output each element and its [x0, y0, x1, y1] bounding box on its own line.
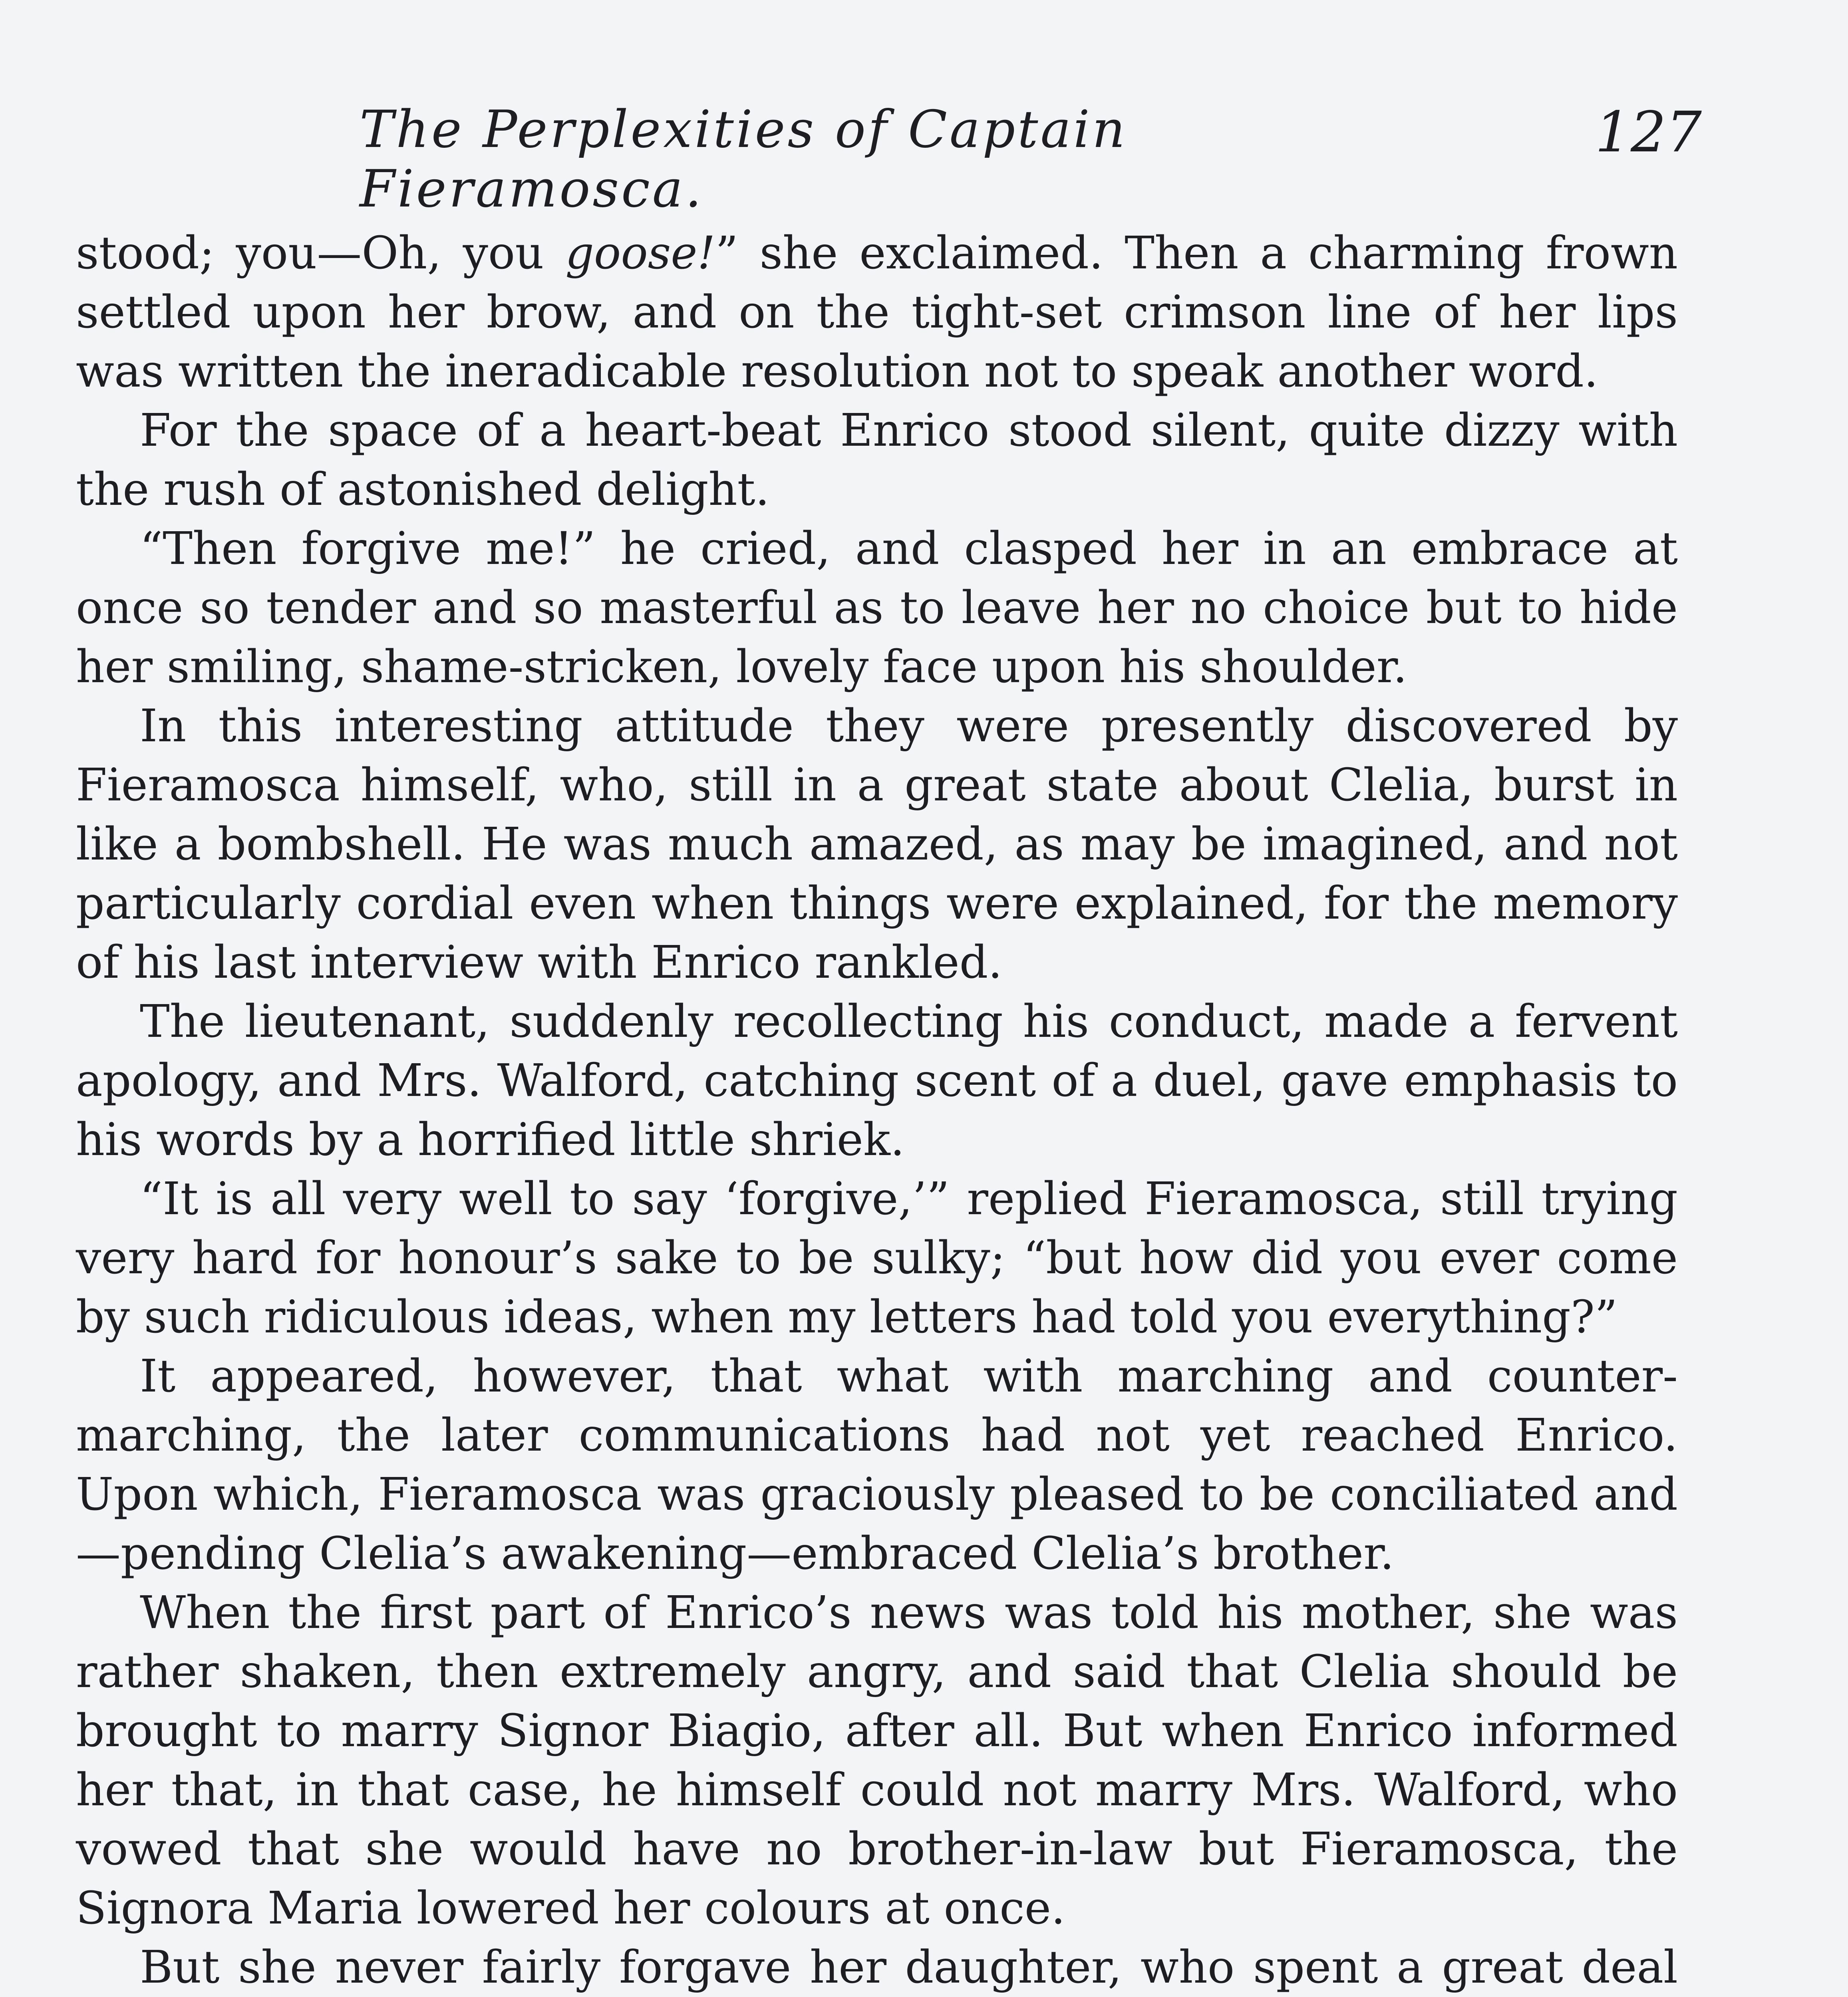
running-title: The Perplexities of Captain Fieramosca.	[360, 100, 1128, 219]
paragraph-8: When the first part of Enrico’s news was told his mother, she was rather shaken, then extremely angry, and said that Clelia should be brought to marry Signor Biagio, after all. But when Enrico informed her that, in that case, he himself could not marry Mrs. Walford, who vowed that she would have no brother-in-law but Fieramosca, the Signora Maria lowered her colours at once.	[76, 1587, 1678, 1934]
goose-italic: goose!	[565, 227, 715, 279]
paragraph-4: In this interesting attitude they were presently discovered by Fieramosca himself, who, still in a great state about Clelia, burst in like a bombshell. He was much amazed, as may be imagined, and not particularly cordial even when things were explained, for the memory of his last interview with Enrico rankled.	[76, 700, 1678, 989]
body-text	[76, 224, 1678, 1997]
page-number: 127	[1595, 100, 1702, 165]
paragraph-5: The lieutenant, suddenly recollecting his conduct, made a fervent apology, and Mrs. Walford, catching scent of a duel, gave emphasis to his words by a horrified little shriek.	[76, 996, 1678, 1166]
paragraph-7: It appeared, however, that what with marching and counter-marching, the later communications had not yet reached Enrico. Upon which, Fieramosca was graciously pleased to be conciliated and—pending Clelia’s awakening—embraced Clelia’s brother.	[76, 1350, 1678, 1580]
paragraph-2: For the space of a heart-beat Enrico stood silent, quite dizzy with the rush of astonished delight.	[76, 405, 1678, 516]
paragraph-3: “Then forgive me!” he cried, and clasped her in an embrace at once so tender and so masterful as to leave her no choice but to hide her smiling, shame-stricken, lovely face upon his shoulder.	[76, 523, 1678, 693]
paragraph-9: But she never fairly forgave her daughter, who spent a great deal	[140, 1941, 1678, 1993]
paragraph-6: “It is all very well to say ‘forgive,’” replied Fieramosca, still trying very hard for honour’s sake to be sulky; “but how did you ever come by such ridiculous ideas, when my letters had told you everything?”	[76, 1173, 1678, 1343]
paragraph-1-start: stood; you—Oh, you	[76, 227, 566, 279]
paragraph-1	[76, 224, 1678, 401]
paragraph-1-end: ” she exclaimed. Then a charming frown settled upon her brow, and on the tight-set crimson line of her lips was written the ineradicable resolution not to speak another word.	[76, 227, 1678, 397]
